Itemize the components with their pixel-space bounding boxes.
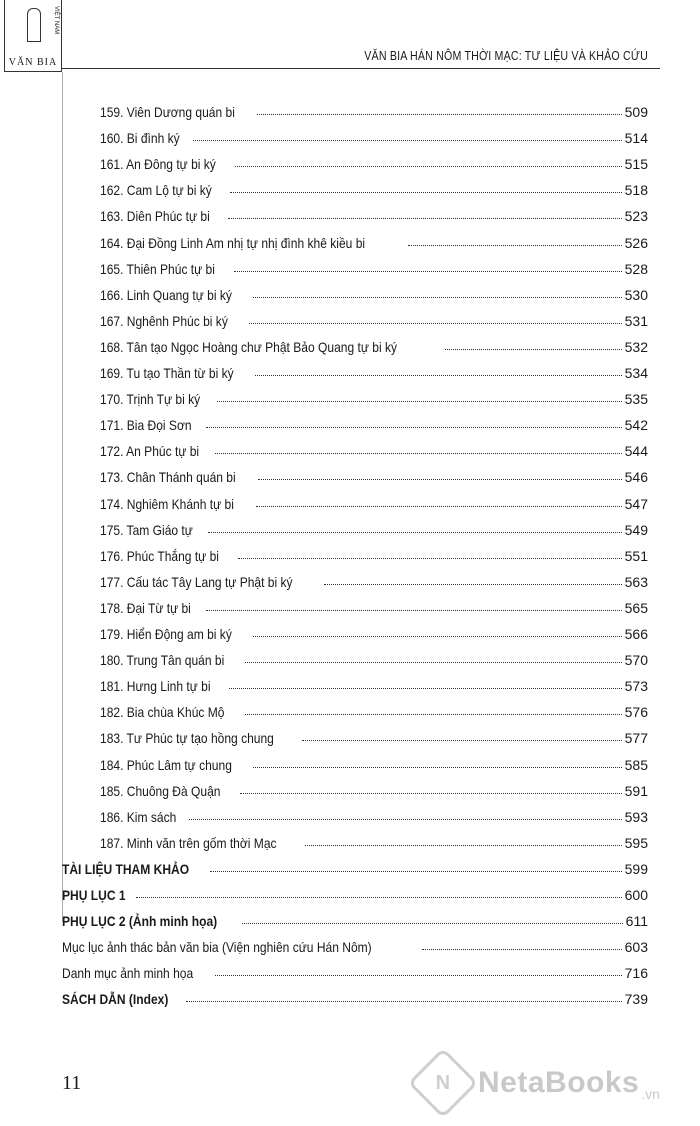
toc-entry-page: 595 <box>624 834 648 851</box>
toc-entry-page: 532 <box>624 338 648 355</box>
toc-entry <box>100 801 648 825</box>
toc-entry <box>100 122 648 146</box>
toc-entry-title: 159. Viên Dương quán bi <box>100 104 235 120</box>
dot-leader <box>240 793 622 794</box>
series-logo <box>4 0 62 72</box>
dot-leader <box>186 1001 622 1002</box>
toc-entry-page: 591 <box>624 782 648 799</box>
toc-entry <box>100 775 648 799</box>
toc-entry-page: 565 <box>624 599 648 616</box>
toc-entry-page: 577 <box>624 730 648 747</box>
toc-entry-page: 526 <box>624 234 648 251</box>
toc-entry-page: 563 <box>624 573 648 590</box>
toc-entry-page: 535 <box>624 391 648 408</box>
toc-entry <box>100 461 648 485</box>
toc-entry-page: 515 <box>624 156 648 173</box>
toc-entry-page: 531 <box>624 312 648 329</box>
toc-entry-title: 170. Trịnh Tự bi ký <box>100 391 201 408</box>
dot-leader <box>235 166 622 167</box>
toc-entry-title: 172. An Phúc tự bi <box>100 443 200 460</box>
toc-entry <box>100 644 648 668</box>
toc-entry-page: 549 <box>624 521 648 538</box>
logo-bottom-text: VĂN BIA <box>8 57 58 68</box>
toc-entry-title: 185. Chuông Đà Quận <box>100 782 221 799</box>
toc-entry <box>100 200 648 224</box>
dot-leader <box>422 949 622 950</box>
dot-leader <box>445 349 621 350</box>
toc-entry <box>100 253 648 277</box>
dot-leader <box>302 740 621 741</box>
toc-entry-page: 603 <box>624 939 648 956</box>
toc-entry-title: 180. Trung Tân quán bi <box>100 652 225 669</box>
toc-entry-title: Mục lục ảnh thác bản văn bia (Viện nghiên cứu Hán Nôm) <box>62 939 372 956</box>
toc-entry-title: 179. Hiển Động am bi ký <box>100 626 232 642</box>
toc-entry <box>100 435 648 459</box>
page-number: 11 <box>62 1072 82 1094</box>
toc-entry <box>100 670 648 694</box>
toc-entry <box>100 96 648 120</box>
running-header-title: VĂN BIA HÁN NÔM THỜI MẠC: TƯ LIỆU VÀ KHẢO CỨU <box>364 48 648 63</box>
toc-entry <box>100 305 648 329</box>
toc-entry-title: 184. Phúc Lâm tự chung <box>100 756 232 773</box>
toc-entry-title: 186. Kim sách <box>100 808 177 825</box>
toc-entry-page: 576 <box>624 704 648 721</box>
toc-entry-title: 168. Tân tạo Ngọc Hoàng chư Phật Bảo Quang tự bi ký <box>100 338 398 355</box>
dot-leader <box>217 401 622 402</box>
dot-leader <box>256 506 622 507</box>
dot-leader <box>229 688 622 689</box>
dot-leader <box>255 375 621 376</box>
dot-leader <box>245 662 622 663</box>
toc-entry-title: 162. Cam Lộ tự bi ký <box>100 182 212 199</box>
toc-entry-page: 542 <box>624 417 648 434</box>
dot-leader <box>257 114 622 115</box>
dot-leader <box>408 245 621 246</box>
toc-entry-title: 160. Bi đình ký <box>100 130 180 147</box>
toc-entry <box>62 905 648 929</box>
toc-entry <box>100 357 648 381</box>
page-header <box>0 0 700 72</box>
dot-leader <box>249 323 622 324</box>
toc-entry <box>100 722 648 746</box>
toc-entry-title: 163. Diên Phúc tự bi <box>100 208 210 225</box>
toc-entry-page: 600 <box>624 887 648 903</box>
toc-entry-title: 166. Linh Quang tự bi ký <box>100 286 232 303</box>
toc-entry-page: 716 <box>624 965 648 982</box>
toc-entry-page: 573 <box>624 678 648 695</box>
toc-entry-title: 171. Bia Đọi Sơn <box>100 417 192 434</box>
dot-leader <box>305 845 621 846</box>
toc-entry <box>100 174 648 198</box>
toc-entry-title: 181. Hưng Linh tự bi <box>100 678 211 695</box>
dot-leader <box>253 636 621 637</box>
dot-leader <box>215 453 621 454</box>
margin-rule <box>62 72 63 922</box>
toc-entry-title: 182. Bia chùa Khúc Mộ <box>100 704 225 721</box>
toc-entry-title: 176. Phúc Thắng tự bi <box>100 547 219 564</box>
dot-leader <box>230 192 622 193</box>
watermark-text: NetaBooks <box>478 1066 640 1099</box>
toc-entry-page: 566 <box>624 626 648 642</box>
toc-entry-page: 523 <box>624 208 648 225</box>
toc-entry-page: 585 <box>624 756 648 773</box>
logo-side-text: VIỆT NAM <box>53 6 59 35</box>
toc-entry-title: PHỤ LỤC 1 <box>62 887 126 903</box>
toc-entry-page: 544 <box>624 443 648 460</box>
toc-entry-page: 593 <box>624 808 648 825</box>
toc-entry <box>100 540 648 564</box>
toc-entry <box>100 383 648 407</box>
dot-leader <box>245 714 622 715</box>
dot-leader <box>242 923 622 924</box>
toc-entry-title: 167. Nghênh Phúc bi ký <box>100 312 228 329</box>
toc-entry <box>62 957 648 981</box>
toc-entry <box>100 148 648 172</box>
toc-entry-page: 551 <box>624 547 648 564</box>
toc-entry-title: 187. Minh văn trên gốm thời Mạc <box>100 834 277 851</box>
toc-entry-page: 509 <box>624 104 648 120</box>
toc-entry-title: 175. Tam Giáo tự <box>100 521 193 538</box>
dot-leader <box>136 897 622 898</box>
toc-entry-title: 164. Đại Đồng Linh Am nhị tự nhị đình khê kiều bi <box>100 234 366 251</box>
toc-entry-title: 165. Thiên Phúc tự bi <box>100 260 215 277</box>
toc-entry <box>100 827 648 851</box>
toc-entry-page: 546 <box>624 469 648 486</box>
toc-entry <box>100 566 648 590</box>
toc-entry-page: 739 <box>624 991 648 1008</box>
dot-leader <box>206 610 622 611</box>
toc-entry <box>62 853 648 877</box>
dot-leader <box>253 297 621 298</box>
toc-entry-title: 173. Chân Thánh quán bi <box>100 469 236 486</box>
toc-entry-title: 178. Đại Từ tự bi <box>100 599 191 616</box>
toc-entry-title: SÁCH DẪN (Index) <box>62 991 169 1008</box>
dot-leader <box>215 975 622 976</box>
dot-leader <box>253 767 621 768</box>
header-rule <box>62 68 660 69</box>
toc-entry <box>62 879 648 903</box>
toc-entry <box>62 983 648 1007</box>
toc-entry <box>100 696 648 720</box>
toc-entry <box>100 592 648 616</box>
toc-entry <box>100 514 648 538</box>
toc-entry <box>100 618 648 642</box>
toc-entry-page: 534 <box>624 365 648 381</box>
dot-leader <box>210 871 622 872</box>
toc-entry <box>100 488 648 512</box>
toc-entry-title: TÀI LIỆU THAM KHẢO <box>62 860 190 877</box>
dot-leader <box>324 584 622 585</box>
toc-entry <box>100 409 648 433</box>
dot-leader <box>208 532 622 533</box>
dot-leader <box>234 271 622 272</box>
toc-entry <box>100 749 648 773</box>
toc-entry-page: 547 <box>624 495 648 512</box>
toc-entry-page: 570 <box>624 652 648 669</box>
dot-leader <box>189 819 622 820</box>
toc-entry-title: 174. Nghiêm Khánh tự bi <box>100 495 234 512</box>
toc-entry <box>62 931 648 955</box>
watermark <box>418 1058 660 1108</box>
toc-entry-title: 169. Tu tạo Thần từ bi ký <box>100 365 234 381</box>
toc-entry <box>100 279 648 303</box>
toc-entry <box>100 331 648 355</box>
toc-entry-title: 183. Tư Phúc tự tạo hồng chung <box>100 730 274 747</box>
toc-entry-title: PHỤ LỤC 2 (Ảnh minh họa) <box>62 913 218 930</box>
toc-entry-page: 530 <box>624 286 648 303</box>
toc-entry-page: 528 <box>624 260 648 277</box>
toc-entry-page: 611 <box>625 913 648 930</box>
dot-leader <box>258 479 622 480</box>
toc-entry-title: 177. Cấu tác Tây Lang tự Phật bi ký <box>100 573 293 590</box>
logo-stele-shape <box>27 8 41 42</box>
toc-entry-page: 518 <box>624 182 648 199</box>
toc-entry <box>100 227 648 251</box>
toc-entry-title: 161. An Đông tự bi ký <box>100 156 216 173</box>
dot-leader <box>193 140 622 141</box>
toc-entry-page: 514 <box>624 130 648 147</box>
dot-leader <box>238 558 621 559</box>
netabooks-logo-icon: N <box>408 1048 479 1119</box>
watermark-suffix: .vn <box>641 1086 660 1102</box>
toc-entry-page: 599 <box>624 860 648 877</box>
toc-entry-title: Danh mục ảnh minh họa <box>62 965 194 982</box>
dot-leader <box>206 427 621 428</box>
dot-leader <box>228 218 622 219</box>
